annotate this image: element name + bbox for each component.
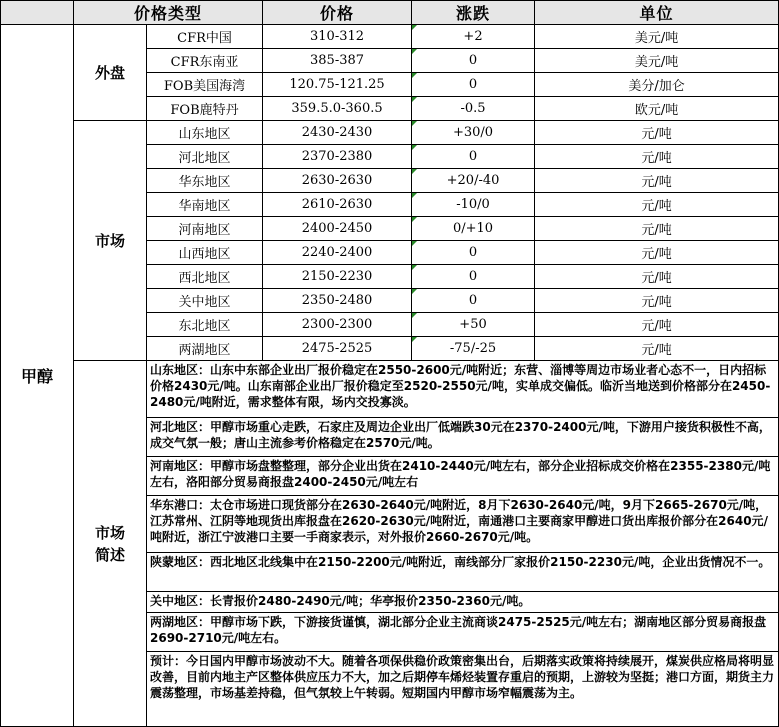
unit-cell: 欧元/吨: [535, 97, 779, 121]
product-cell: 华南地区: [147, 193, 263, 217]
product-cell: FOB美国海湾: [147, 73, 263, 97]
summary-note-cell: 陕蒙地区：西北地区北线集中在2150-2200元/吨附近，南线部分厂家报价2150-2230元/吨，企业出货情况不一。: [147, 553, 779, 592]
price-cell: 2370-2380: [263, 145, 412, 169]
price-cell: 120.75-121.25: [263, 73, 412, 97]
product-cell: CFR中国: [147, 25, 263, 49]
summary-note-cell: 关中地区：长青报价2480-2490元/吨；华亭报价2350-2360元/吨。: [147, 592, 779, 613]
summary-group-cell: [74, 361, 147, 727]
product-cell: 关中地区: [147, 289, 263, 313]
group-label-cell: 外盘: [74, 25, 147, 121]
product-cell: 东北地区: [147, 313, 263, 337]
header-row: [1, 1, 779, 25]
change-cell: -0.5: [412, 97, 535, 121]
product-cell: 华东地区: [147, 169, 263, 193]
summary-label-line: 市场: [94, 523, 125, 542]
change-cell: 0: [412, 265, 535, 289]
unit-cell: 元/吨: [535, 241, 779, 265]
unit-cell: 美元/吨: [535, 25, 779, 49]
price-cell: 310-312: [263, 25, 412, 49]
product-cell: 山东地区: [147, 121, 263, 145]
unit-cell: 元/吨: [535, 265, 779, 289]
price-cell: 2300-2300: [263, 313, 412, 337]
change-cell: +2: [412, 25, 535, 49]
unit-cell: 元/吨: [535, 337, 779, 361]
price-cell: 2150-2230: [263, 265, 412, 289]
header-unit: 单位: [535, 1, 779, 25]
change-cell: +20/-40: [412, 169, 535, 193]
product-cell: 河南地区: [147, 217, 263, 241]
summary-note-cell: 山东地区：山东中东部企业出厂报价稳定在2550-2600元/吨附近；东营、淄博等周边市场业者心态不一，日内招标价格2430元/吨。山东南部企业出厂报价稳定至2520-2550元/吨，实单成交偏低。临沂当地送到价格部分在2450-2480元/吨附近，需求整体有限，场内交投寡淡。: [147, 361, 779, 418]
change-cell: -10/0: [412, 193, 535, 217]
unit-cell: 美分/加仑: [535, 73, 779, 97]
change-cell: 0/+10: [412, 217, 535, 241]
price-cell: 2630-2630: [263, 169, 412, 193]
unit-cell: 元/吨: [535, 169, 779, 193]
price-cell: 2475-2525: [263, 337, 412, 361]
header-corner-cell: [1, 1, 74, 25]
summary-note-cell: 预计：今日国内甲醇市场波动不大。随着各项保供稳价政策密集出台，后期落实政策将持续展开，煤炭供应格局将明显改善，目前内地主产区整体供应压力不大，加之后期停车烯烃装置存重启的预期，上游较为坚挺；港口方面，期货主力震荡整理，市场基差持稳，但气氛较上午转弱。短期国内甲醇市场窄幅震荡为主。: [147, 652, 779, 727]
unit-cell: 元/吨: [535, 289, 779, 313]
table-row: [1, 25, 779, 49]
summary-note-cell: 河北地区：甲醇市场重心走跌，石家庄及周边企业出厂低端跌30元在2370-2400元/吨，下游用户接货积极性不高，成交气氛一般；唐山主流参考价格稳定在2570元/吨。: [147, 418, 779, 457]
price-cell: 2400-2450: [263, 217, 412, 241]
unit-cell: 元/吨: [535, 193, 779, 217]
price-cell: 359.5.0-360.5: [263, 97, 412, 121]
unit-cell: 元/吨: [535, 313, 779, 337]
product-cell: 河北地区: [147, 145, 263, 169]
change-cell: 0: [412, 145, 535, 169]
price-cell: 2610-2630: [263, 193, 412, 217]
product-cell: 西北地区: [147, 265, 263, 289]
summary-note-cell: 河南地区：甲醇市场盘整整理，部分企业出货在2410-2440元/吨左右，部分企业招标成交价格在2355-2380元/吨左右，洛阳部分贸易商报盘2400-2450元/吨左右: [147, 457, 779, 496]
table-row: [1, 121, 779, 145]
summary-label-line: 简述: [94, 545, 125, 564]
change-cell: 0: [412, 73, 535, 97]
change-cell: -75/-25: [412, 337, 535, 361]
unit-cell: 元/吨: [535, 145, 779, 169]
header-change: 涨跌: [412, 1, 535, 25]
note-row: [1, 361, 779, 418]
price-cell: 2240-2400: [263, 241, 412, 265]
change-cell: 0: [412, 49, 535, 73]
change-cell: 0: [412, 289, 535, 313]
change-cell: 0: [412, 241, 535, 265]
summary-note-cell: 华东港口：太仓市场进口现货部分在2630-2640元/吨附近，8月下2630-2640元/吨，9月下2665-2670元/吨，江苏常州、江阴等地现货出库报盘在2620-2630元/吨附近，南通港口主要商家甲醇进口货出库报价部分在2640元/吨附近，浙江宁波港口主要一手商家表示，对外报价2660-2670元/吨。: [147, 496, 779, 553]
product-cell: FOB鹿特丹: [147, 97, 263, 121]
group-label-cell: 市场: [74, 121, 147, 361]
header-price-type: 价格类型: [74, 1, 263, 25]
change-cell: +50: [412, 313, 535, 337]
product-cell: CFR东南亚: [147, 49, 263, 73]
summary-note-cell: 两湖地区：甲醇市场下跌，下游接货谨慎，湖北部分企业主流商谈2475-2525元/吨左右；湖南地区部分贸易商报盘2690-2710元/吨左右。: [147, 613, 779, 652]
product-cell: 两湖地区: [147, 337, 263, 361]
header-price: 价格: [263, 1, 412, 25]
price-cell: 385-387: [263, 49, 412, 73]
price-cell: 2430-2430: [263, 121, 412, 145]
unit-cell: 美元/吨: [535, 49, 779, 73]
main-category-cell: 甲醇: [1, 25, 74, 727]
unit-cell: 元/吨: [535, 121, 779, 145]
unit-cell: 元/吨: [535, 217, 779, 241]
product-cell: 山西地区: [147, 241, 263, 265]
price-cell: 2350-2480: [263, 289, 412, 313]
change-cell: +30/0: [412, 121, 535, 145]
